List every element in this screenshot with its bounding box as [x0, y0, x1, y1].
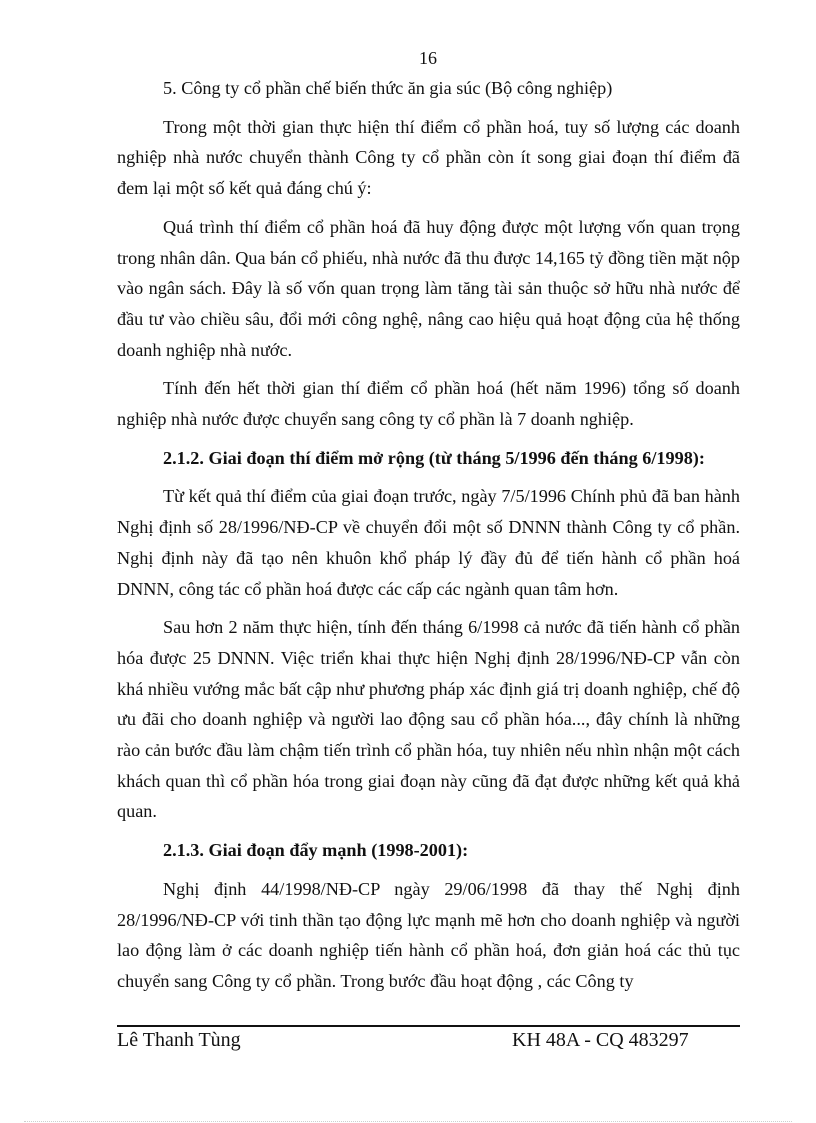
page-bottom-dotted-line	[24, 1121, 792, 1122]
paragraph-results-1998: Sau hơn 2 năm thực hiện, tính đến tháng 6/1998 cả nước đã tiến hành cổ phần hóa được 25 DNNN. Việc triển khai thực hiện Nghị định 28/1996/NĐ-CP vẫn còn khá nhiều vướng mắc bất cập như phương pháp xác định giá trị doanh nghiệp, chế độ ưu đãi cho doanh nghiệp và người lao động sau cổ phần hóa..., đây chính là những rào cản bước đầu làm chậm tiến trình cổ phần hóa, tuy nhiên nếu nhìn nhận một cách khách quan thì cổ phần hóa trong giai đoạn này cũng đã đạt được những kết quả khả quan.	[117, 617, 740, 822]
footer-author: Lê Thanh Tùng	[117, 1029, 241, 1051]
document-body	[117, 73, 740, 1005]
paragraph-decree-44: Nghị định 44/1998/NĐ-CP ngày 29/06/1998 đã thay thế Nghị định 28/1996/NĐ-CP với tinh thần tạo động lực mạnh mẽ hơn cho doanh nghiệp và người lao động làm ở các doanh nghiệp tiến hành cổ phần hoá, đơn giản hoá các thủ tục chuyển sang Công ty cổ phần. Trong bước đầu hoạt động , các Công ty	[117, 878, 740, 991]
section-heading-2-1-3: 2.1.3. Giai đoạn đẩy mạnh (1998-2001):	[163, 840, 469, 861]
list-item-5: 5. Công ty cổ phần chế biến thức ăn gia súc (Bộ công nghiệp)	[163, 78, 613, 98]
paragraph-decree-28: Từ kết quả thí điểm của giai đoạn trước, ngày 7/5/1996 Chính phủ đã ban hành Nghị định số 28/1996/NĐ-CP về chuyển đổi một số DNNN thành Công ty cổ phần. Nghị định này đã tạo nên khuôn khổ pháp lý đầy đủ để tiến hành cổ phần hoá DNNN, công tác cổ phần hoá được các cấp các ngành quan tâm hơn.	[117, 486, 740, 599]
page-number: 16	[419, 48, 437, 68]
footer-class-code: KH 48A - CQ 483297	[512, 1029, 689, 1051]
footer-divider	[117, 1025, 740, 1027]
paragraph-capital-mobilization: Quá trình thí điểm cổ phần hoá đã huy động được một lượng vốn quan trọng trong nhân dân. Qua bán cổ phiếu, nhà nước đã thu được 14,165 tỷ đồng tiền mặt nộp vào ngân sách. Đây là số vốn quan trọng làm tăng tài sản thuộc sở hữu nhà nước để đầu tư vào chiều sâu, đổi mới công nghệ, nâng cao hiệu quả hoạt động của hệ thống doanh nghiệp nhà nước.	[117, 216, 740, 360]
paragraph-pilot-total: Tính đến hết thời gian thí điểm cổ phần hoá (hết năm 1996) tổng số doanh nghiệp nhà nước được chuyển sang công ty cổ phần là 7 doanh nghiệp.	[117, 378, 740, 430]
paragraph-pilot-intro: Trong một thời gian thực hiện thí điểm cổ phần hoá, tuy số lượng các doanh nghiệp nhà nước chuyển thành Công ty cổ phần còn ít song giai đoạn thí điểm đã đem lại một số kết quả đáng chú ý:	[117, 116, 740, 199]
section-heading-2-1-2: 2.1.2. Giai đoạn thí điểm mở rộng (từ tháng 5/1996 đến tháng 6/1998):	[163, 447, 705, 468]
